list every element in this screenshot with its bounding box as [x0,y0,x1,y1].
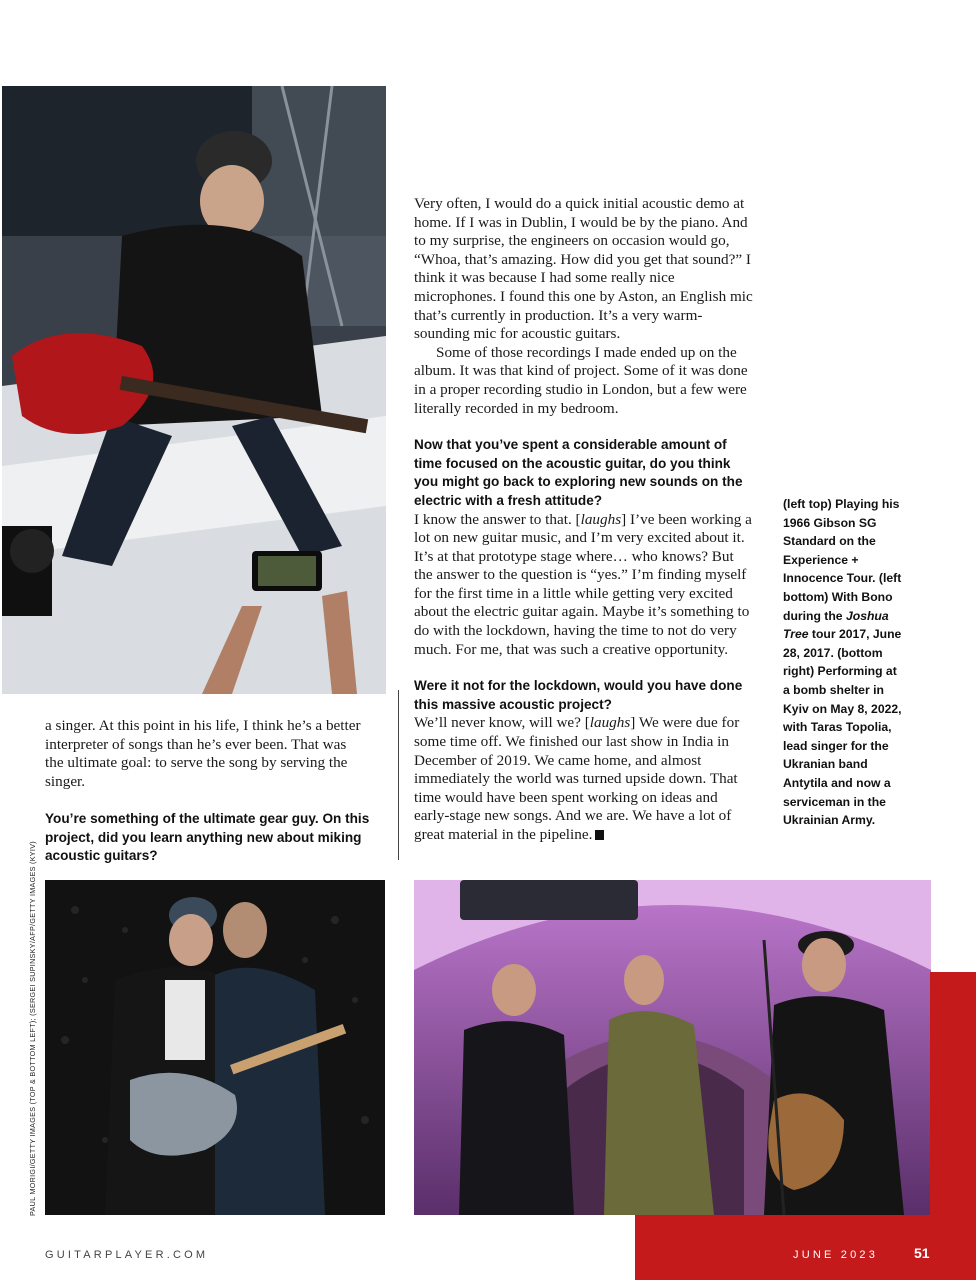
end-of-article-icon [595,830,604,840]
question-lockdown: Were it not for the lockdown, would you have done this massive acoustic project? [414,678,743,712]
paragraph-singer: a singer. At this point in his life, I think he’s a better interpreter of songs than he’s ever been. That was the ultimate goal: to serve the song by serving the singer. [45,717,361,790]
article-right-column [414,195,754,845]
photo-edge-playing-sg [2,86,386,694]
photo-illustration [414,880,931,1215]
article-left-column [45,717,365,791]
photo-illustration [2,86,386,694]
footer-site-url: GUITARPLAYER.COM [45,1249,209,1261]
photo-caption: (left top) Playing his 1966 Gibson SG Standard on the Experience + Innocence Tour. (left bottom) With Bono during the Joshua Tree tour 2017, June 28, 2017. (bottom right) Performing at a bomb shelter in Kyiv on May 8, 2022, with Taras Topolia, lead singer for the Ukranian band Antytila and now a serviceman in the Ukrainian Army. [783,497,902,828]
photo-edge-with-bono [45,880,385,1215]
photo-credit: PAUL MORIGI/GETTY IMAGES (TOP & BOTTOM LEFT); (SERGEI SUPINSKY/AFP/GETTY IMAGES (KYIV) [28,841,37,1216]
photo-illustration [45,880,385,1215]
question-electric: Now that you’ve spent a considerable amount of time focused on the acoustic guitar, do you think you might go back to exploring new sounds on the electric with a fresh attitude? [414,437,743,508]
photo-kyiv-bomb-shelter [414,880,931,1215]
footer-issue-date: JUNE 2023 [793,1249,879,1261]
paragraph-recordings: Some of those recordings I made ended up on the album. It was that kind of project. Some of it was done in a proper recording studio in London, but a few were literally recorded in my bedroom. [414,343,748,417]
page-number: 51 [914,1245,930,1261]
answer-lockdown: We’ll never know, will we? [laughs] We were due for some time off. We finished our last show in India in December of 2019. We came home, and almost immediately the world was turned upside down. That time would have been spent working on ideas and early-stage new songs. And we are. We have a lot of great material in the pipeline. [414,714,740,843]
paragraph-demo: Very often, I would do a quick initial acoustic demo at home. If I was in Dublin, I would be by the piano. And to my surprise, the engineers on occasion would go, “Whoa, that’s amazing. How did you get that sound?” I think it was because I had some really nice microphones. I found this one by Aston, an English mic that’s currently in production. It’s a very warm-sounding mic for acoustic guitars. [414,195,753,343]
answer-electric: I know the answer to that. [laughs] I’ve been working a lot on new guitar music, and I’m very excited about it. It’s at that prototype stage where… who knows? But the answer to the question is “yes.” I’m finding myself for the first time in a little while getting very excited about the electric guitar again. Maybe it’s something to do with the lockdown, having the time to not do very much. For me, that was such a creative opportunity. [414,510,752,658]
question-gear-guy: You’re something of the ultimate gear guy. On this project, did you learn anything new about miking acoustic guitars? [45,811,370,864]
column-divider [398,690,399,860]
